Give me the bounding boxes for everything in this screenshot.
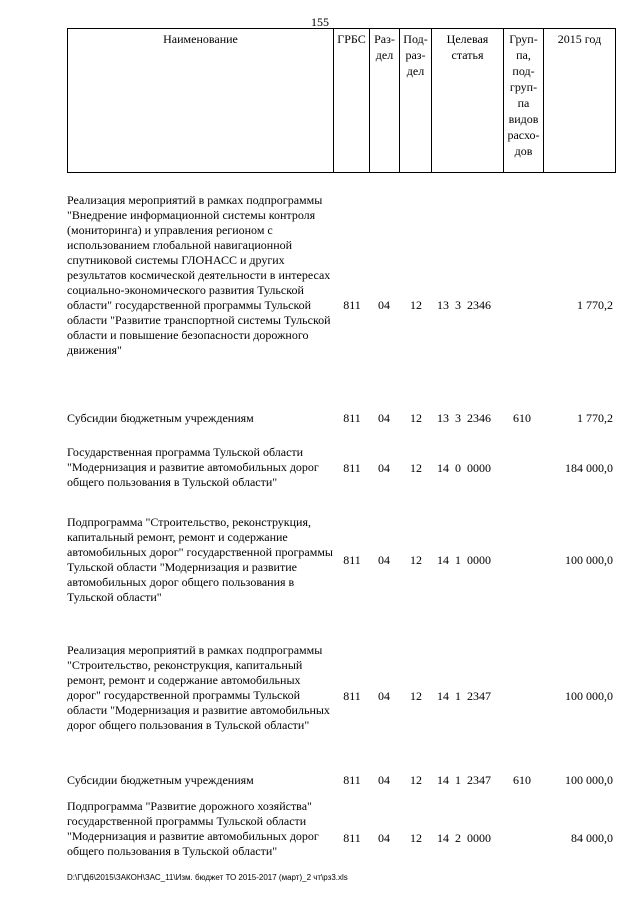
row-group: 610 [513, 773, 531, 787]
row-name: Субсидии бюджетным учреждениям [67, 773, 254, 787]
row-amount: 184 000,0 [565, 461, 613, 475]
page-number: 155 [311, 15, 329, 29]
row-razdel: 04 [378, 773, 390, 787]
row-target-program: 13 [437, 411, 449, 425]
row-razdel: 04 [378, 689, 390, 703]
row-target-subprogram: 3 [455, 411, 461, 425]
row-target [431, 411, 503, 426]
row-grbs: 811 [343, 689, 361, 703]
header-name: Наименование [68, 29, 334, 173]
row-razdel: 04 [378, 831, 390, 845]
row-razdel: 04 [378, 298, 390, 312]
row-podrazdel: 12 [410, 461, 422, 475]
row-target-program: 14 [437, 773, 449, 787]
row-target-subprogram: 2 [455, 831, 461, 845]
row-target-direction: 0000 [467, 831, 491, 845]
row-name: Подпрограмма "Строительство, реконструкция, капитальный ремонт, ремонт и содержание автомобильных дорог" государственной программы Тульской области "Модернизация и развитие автомобильных дорог общего пользования в Тульской области" [67, 515, 333, 604]
row-grbs: 811 [343, 553, 361, 567]
row-target [431, 298, 503, 313]
row-amount: 1 770,2 [577, 411, 613, 425]
row-podrazdel: 12 [410, 831, 422, 845]
row-group: 610 [513, 411, 531, 425]
row-name: Подпрограмма "Развитие дорожного хозяйства" государственной программы Тульской области "Модернизация и развитие автомобильных дорог общего пользования в Тульской области" [67, 799, 319, 858]
header-target: Целевая статья [432, 29, 504, 173]
row-podrazdel: 12 [410, 411, 422, 425]
header-podrazdel: Под- раз- дел [400, 29, 432, 173]
row-grbs: 811 [343, 773, 361, 787]
row-target-subprogram: 0 [455, 461, 461, 475]
row-grbs: 811 [343, 831, 361, 845]
row-razdel: 04 [378, 461, 390, 475]
row-grbs: 811 [343, 461, 361, 475]
row-name: Субсидии бюджетным учреждениям [67, 411, 254, 425]
row-target-program: 14 [437, 461, 449, 475]
header-razdel: Раз- дел [370, 29, 400, 173]
row-target-subprogram: 3 [455, 298, 461, 312]
row-razdel: 04 [378, 411, 390, 425]
table-header [67, 28, 616, 173]
row-name: Государственная программа Тульской области "Модернизация и развитие автомобильных дорог общего пользования в Тульской области" [67, 445, 319, 489]
row-name: Реализация мероприятий в рамках подпрограммы "Строительство, реконструкция, капитальный ремонт, ремонт и содержание автомобильных дорог" государственной программы Тульской области "Модернизация и развитие автомобильных дорог общего пользования в Тульской области" [67, 643, 330, 732]
row-razdel: 04 [378, 553, 390, 567]
row-grbs: 811 [343, 411, 361, 425]
row-target-program: 14 [437, 831, 449, 845]
row-grbs: 811 [343, 298, 361, 312]
row-podrazdel: 12 [410, 773, 422, 787]
row-target [431, 773, 503, 788]
file-path-footer: D:\Г\Д6\2015\ЗАКОН\ЗАС_11\Изм. бюджет ТО 2015-2017 (март)_2 чт\рз3.xls [67, 873, 348, 882]
row-amount: 84 000,0 [571, 831, 613, 845]
row-target [431, 831, 503, 846]
row-amount: 100 000,0 [565, 553, 613, 567]
row-target-direction: 0000 [467, 553, 491, 567]
row-name: Реализация мероприятий в рамках подпрограммы "Внедрение информационной системы контроля (мониторинга) и управления регионом с использованием глобальной навигационной спутниковой системы ГЛОНАСС и других результатов космической деятельности в интересах социально-экономического развития Тульской области" государственной программы Тульской области "Развитие транспортной системы Тульской области и повышение безопасности дорожного движения" [67, 193, 331, 357]
row-target-program: 14 [437, 553, 449, 567]
row-target-program: 14 [437, 689, 449, 703]
row-target-direction: 2346 [467, 298, 491, 312]
row-target-direction: 2347 [467, 773, 491, 787]
row-amount: 1 770,2 [577, 298, 613, 312]
header-group: Груп- па, под- груп- па видов расхо- дов [504, 29, 544, 173]
header-year: 2015 год [544, 29, 616, 173]
row-target-subprogram: 1 [455, 689, 461, 703]
row-amount: 100 000,0 [565, 773, 613, 787]
row-target-direction: 2346 [467, 411, 491, 425]
row-podrazdel: 12 [410, 298, 422, 312]
row-target-direction: 0000 [467, 461, 491, 475]
row-podrazdel: 12 [410, 689, 422, 703]
row-amount: 100 000,0 [565, 689, 613, 703]
row-podrazdel: 12 [410, 553, 422, 567]
row-target-subprogram: 1 [455, 773, 461, 787]
header-grbs: ГРБС [334, 29, 370, 173]
budget-table [67, 28, 615, 858]
row-target-subprogram: 1 [455, 553, 461, 567]
row-target-program: 13 [437, 298, 449, 312]
row-target [431, 461, 503, 476]
row-target-direction: 2347 [467, 689, 491, 703]
row-target [431, 553, 503, 568]
row-target [431, 689, 503, 704]
